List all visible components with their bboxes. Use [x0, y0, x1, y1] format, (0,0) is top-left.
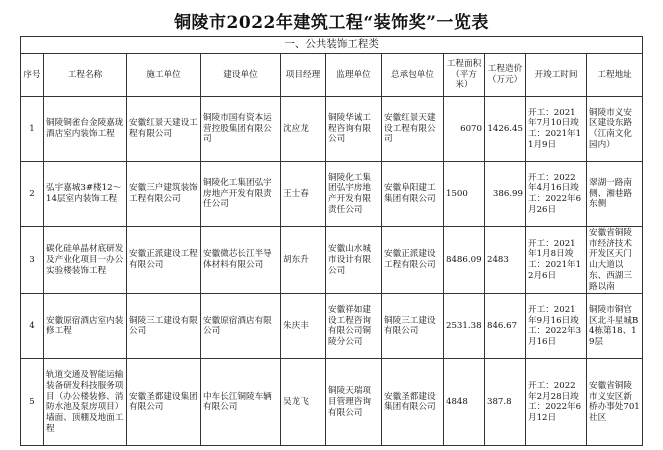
address: 安徽省铜陵市义安区新桥办事处701社区: [587, 359, 643, 446]
header-cell: 开竣工时间: [526, 54, 587, 97]
project-name: 铜陵铜雀台金陵嘉珑酒店室内装饰工程: [44, 97, 127, 162]
header-cell: 工程造价（万元）: [485, 54, 526, 97]
project-manager: 朱庆丰: [281, 294, 326, 359]
construction-time: 开工：2021年1月8日竣工：2021年12月6日: [526, 227, 587, 294]
award-table: [20, 36, 643, 446]
row-number: 3: [21, 227, 44, 294]
header-cell: 施工单位: [127, 54, 201, 97]
area: 4848: [444, 359, 485, 446]
header-cell: 序号: [21, 54, 44, 97]
header-cell: 工程面积（平方米）: [444, 54, 485, 97]
cost: 2483: [485, 227, 526, 294]
contractor: 安徽圣都建设集团有限公司: [127, 359, 201, 446]
project-manager: 吴龙飞: [281, 359, 326, 446]
address: 铜陵市铜官区北斗星城B4栋第18、19层: [587, 294, 643, 359]
project-manager: 沈应龙: [281, 97, 326, 162]
project-name: 碳化硅单晶材底研发及产业化项目一办公实验楼装饰工程: [44, 227, 127, 294]
cost: 846.67: [485, 294, 526, 359]
supervisor: 安徽祥如建设工程咨询有限公司铜陵分公司: [326, 294, 382, 359]
owner: 铜陵市国有资本运营控股集团有限公司: [201, 97, 281, 162]
table-row: [21, 97, 643, 162]
supervisor: 铜陵化工集团弘宇房地产开发有限责任公司: [326, 162, 382, 227]
supervisor: 铜陵天瑞项目管理咨询有限公司: [326, 359, 382, 446]
area: 6070: [444, 97, 485, 162]
owner: 安徽原宿酒店有限公司: [201, 294, 281, 359]
header-row: [21, 54, 643, 97]
document-title: 铜陵市2022年建筑工程“装饰奖”一览表: [174, 13, 489, 33]
header-cell: 建设单位: [201, 54, 281, 97]
header-cell: 工程名称: [44, 54, 127, 97]
owner: 安徽微芯长江半导体材料有限公司: [201, 227, 281, 294]
table-row: [21, 227, 643, 294]
section-row: [21, 37, 643, 54]
row-number: 2: [21, 162, 44, 227]
address: 安徽省铜陵市经济技术开发区天门山大道以东、西湖三路以南: [587, 227, 643, 294]
section-heading: 一、公共装饰工程类: [21, 37, 643, 54]
project-manager: 胡东升: [281, 227, 326, 294]
contractor: 安徽红景天建设工程有限公司: [127, 97, 201, 162]
general-contractor: 安徽红景天建设工程有限公司: [382, 97, 444, 162]
contractor: 铜陵三工建设有限公司: [127, 294, 201, 359]
general-contractor: 安徽阜阳建工集团有限公司: [382, 162, 444, 227]
area: 8486.09: [444, 227, 485, 294]
contractor: 安徽三户建筑装饰工程有限公司: [127, 162, 201, 227]
row-number: 4: [21, 294, 44, 359]
construction-time: 开工：2021年9月16日竣工：2022年3月16日: [526, 294, 587, 359]
project-name: 轨道交通及智能运输装备研发科技服务项目（办公楼装修、消防水池及泵房项目）墙面、顶棚及地面工程: [44, 359, 127, 446]
header-cell: 总承包单位: [382, 54, 444, 97]
general-contractor: 安徽正派建设工程有限公司: [382, 227, 444, 294]
cost: 386.99: [485, 162, 526, 227]
header-cell: 监理单位: [326, 54, 382, 97]
general-contractor: 安徽圣都建设集团有限公司: [382, 359, 444, 446]
row-number: 1: [21, 97, 44, 162]
header-cell: 项目经理: [281, 54, 326, 97]
construction-time: 开工：2021年7月10日竣工：2021年11月9日: [526, 97, 587, 162]
supervisor: 铜陵华诚工程咨询有限公司: [326, 97, 382, 162]
project-name: 弘宇嘉城3#楼12～14层室内装饰工程: [44, 162, 127, 227]
owner: 中车长江铜陵车辆有限公司: [201, 359, 281, 446]
supervisor: 安徽山水城市设计有限公司: [326, 227, 382, 294]
row-number: 5: [21, 359, 44, 446]
header-cell: 工程地址: [587, 54, 643, 97]
table-row: [21, 294, 643, 359]
construction-time: 开工：2022年2月28日竣工：2022年6月12日: [526, 359, 587, 446]
table-row: [21, 359, 643, 446]
general-contractor: 铜陵三工建设有限公司: [382, 294, 444, 359]
project-manager: 王士春: [281, 162, 326, 227]
address: 铜陵市义安区建设东路（江南文化园内）: [587, 97, 643, 162]
project-name: 安徽原宿酒店室内装修工程: [44, 294, 127, 359]
table-row: [21, 162, 643, 227]
owner: 铜陵化工集团弘宇房地产开发有限责任公司: [201, 162, 281, 227]
area: 1500: [444, 162, 485, 227]
address: 翠湖一路南侧、湘巷路东侧: [587, 162, 643, 227]
cost: 387.8: [485, 359, 526, 446]
contractor: 安徽正派建设工程有限公司: [127, 227, 201, 294]
cost: 1426.45: [485, 97, 526, 162]
construction-time: 开工：2022年4月16日竣工：2022年6月26日: [526, 162, 587, 227]
area: 2531.38: [444, 294, 485, 359]
